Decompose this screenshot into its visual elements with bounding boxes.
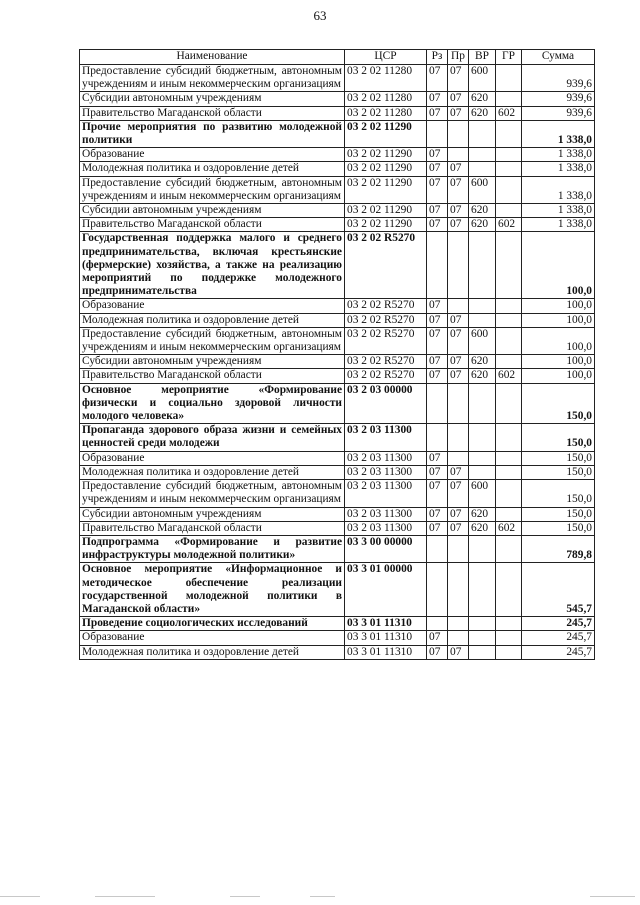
cell-name: Молодежная политика и оздоровление детей: [80, 465, 345, 479]
table-row: [80, 65, 595, 92]
cell-sum: 100,0: [522, 232, 595, 299]
cell-rz: 07: [427, 451, 448, 465]
cell-name: Правительство Магаданской области: [80, 106, 345, 120]
cell-vr: 620: [469, 507, 496, 521]
cell-csr: 03 2 02 R5270: [345, 369, 427, 383]
cell-name: Предоставление субсидий бюджетным, автономным учреждениям и иным некоммерческим организациям: [80, 65, 345, 92]
cell-pr: [448, 424, 469, 451]
cell-gr: [496, 480, 522, 507]
cell-csr: 03 2 03 11300: [345, 521, 427, 535]
cell-rz: 07: [427, 521, 448, 535]
cell-pr: 07: [448, 204, 469, 218]
cell-vr: 600: [469, 327, 496, 354]
cell-vr: [469, 645, 496, 659]
cell-pr: [448, 617, 469, 631]
cell-name: Образование: [80, 451, 345, 465]
cell-csr: 03 2 02 11280: [345, 65, 427, 92]
table-row: [80, 162, 595, 176]
cell-csr: 03 3 01 11310: [345, 645, 427, 659]
cell-pr: [448, 232, 469, 299]
cell-sum: 100,0: [522, 355, 595, 369]
cell-gr: [496, 507, 522, 521]
cell-sum: 939,6: [522, 92, 595, 106]
cell-gr: [496, 327, 522, 354]
cell-vr: 620: [469, 369, 496, 383]
cell-csr: 03 3 01 11310: [345, 631, 427, 645]
cell-name: Образование: [80, 148, 345, 162]
table-row: [80, 535, 595, 562]
cell-sum: 789,8: [522, 535, 595, 562]
cell-rz: 07: [427, 176, 448, 203]
cell-rz: 07: [427, 106, 448, 120]
cell-csr: 03 2 02 11290: [345, 148, 427, 162]
cell-gr: [496, 355, 522, 369]
cell-rz: 07: [427, 369, 448, 383]
cell-rz: [427, 617, 448, 631]
cell-sum: 939,6: [522, 65, 595, 92]
cell-pr: 07: [448, 65, 469, 92]
cell-csr: 03 2 03 11300: [345, 451, 427, 465]
cell-csr: 03 2 02 R5270: [345, 355, 427, 369]
cell-pr: 07: [448, 327, 469, 354]
budget-table: [79, 49, 595, 660]
table-row: [80, 176, 595, 203]
header-gr: ГР: [496, 50, 522, 65]
cell-pr: 07: [448, 355, 469, 369]
cell-name: Правительство Магаданской области: [80, 218, 345, 232]
cell-rz: 07: [427, 355, 448, 369]
cell-rz: 07: [427, 313, 448, 327]
cell-csr: 03 2 02 11290: [345, 204, 427, 218]
cell-pr: [448, 535, 469, 562]
table-row: [80, 369, 595, 383]
cell-vr: [469, 232, 496, 299]
cell-vr: 600: [469, 65, 496, 92]
table-row: [80, 148, 595, 162]
cell-pr: [448, 120, 469, 147]
cell-name: Основное мероприятие «Формирование физически и социально здоровой личности молодого человека»: [80, 383, 345, 424]
cell-vr: [469, 299, 496, 313]
cell-vr: [469, 535, 496, 562]
cell-rz: 07: [427, 507, 448, 521]
cell-csr: 03 2 03 11300: [345, 507, 427, 521]
cell-name: Подпрограмма «Формирование и развитие инфраструктуры молодежной политики»: [80, 535, 345, 562]
cell-name: Правительство Магаданской области: [80, 369, 345, 383]
cell-gr: 602: [496, 521, 522, 535]
cell-pr: [448, 383, 469, 424]
cell-rz: 07: [427, 204, 448, 218]
table-row: [80, 465, 595, 479]
cell-gr: [496, 232, 522, 299]
cell-sum: 100,0: [522, 369, 595, 383]
table-row: [80, 299, 595, 313]
cell-name: Молодежная политика и оздоровление детей: [80, 162, 345, 176]
scan-footer-marks: [0, 896, 640, 902]
cell-csr: 03 2 02 11290: [345, 162, 427, 176]
cell-sum: 1 338,0: [522, 204, 595, 218]
cell-vr: [469, 465, 496, 479]
cell-sum: 1 338,0: [522, 218, 595, 232]
cell-gr: [496, 424, 522, 451]
cell-rz: 07: [427, 218, 448, 232]
cell-name: Образование: [80, 631, 345, 645]
table-row: [80, 204, 595, 218]
cell-sum: 150,0: [522, 521, 595, 535]
table-row: [80, 521, 595, 535]
cell-vr: 600: [469, 480, 496, 507]
cell-gr: 602: [496, 106, 522, 120]
table-row: [80, 218, 595, 232]
cell-name: Субсидии автономным учреждениям: [80, 507, 345, 521]
cell-gr: [496, 563, 522, 617]
cell-name: Основное мероприятие «Информационное и методическое обеспечение реализации государственной молодежной политики в Магаданской области»: [80, 563, 345, 617]
cell-csr: 03 2 02 11290: [345, 176, 427, 203]
table-row: [80, 232, 595, 299]
table-body: [80, 65, 595, 660]
cell-gr: [496, 65, 522, 92]
cell-pr: 07: [448, 645, 469, 659]
cell-csr: 03 2 03 11300: [345, 480, 427, 507]
cell-gr: [496, 162, 522, 176]
cell-pr: [448, 299, 469, 313]
cell-gr: 602: [496, 218, 522, 232]
table-row: [80, 631, 595, 645]
cell-rz: [427, 120, 448, 147]
cell-vr: [469, 148, 496, 162]
cell-sum: 245,7: [522, 645, 595, 659]
cell-vr: [469, 617, 496, 631]
cell-csr: 03 2 02 R5270: [345, 327, 427, 354]
cell-name: Прочие мероприятия по развитию молодежной политики: [80, 120, 345, 147]
cell-sum: 150,0: [522, 480, 595, 507]
cell-gr: [496, 631, 522, 645]
cell-vr: [469, 563, 496, 617]
cell-csr: 03 3 01 11310: [345, 617, 427, 631]
header-rz: Рз: [427, 50, 448, 65]
cell-name: Предоставление субсидий бюджетным, автономным учреждениям и иным некоммерческим организациям: [80, 327, 345, 354]
cell-csr: 03 2 02 R5270: [345, 232, 427, 299]
cell-rz: 07: [427, 645, 448, 659]
cell-csr: 03 2 02 R5270: [345, 313, 427, 327]
cell-sum: 1 338,0: [522, 120, 595, 147]
table-row: [80, 507, 595, 521]
cell-vr: [469, 451, 496, 465]
cell-rz: 07: [427, 327, 448, 354]
cell-gr: [496, 204, 522, 218]
cell-gr: [496, 148, 522, 162]
table-row: [80, 424, 595, 451]
cell-name: Государственная поддержка малого и среднего предпринимательства, включая крестьянские (фермерские) хозяйства, а также на реализацию мероприятий по поддержке молодежного предпринимательства: [80, 232, 345, 299]
cell-rz: 07: [427, 480, 448, 507]
cell-pr: 07: [448, 218, 469, 232]
header-pr: Пр: [448, 50, 469, 65]
cell-sum: 150,0: [522, 465, 595, 479]
table-header-row: [80, 50, 595, 65]
cell-csr: 03 2 02 11280: [345, 106, 427, 120]
cell-pr: 07: [448, 106, 469, 120]
cell-name: Молодежная политика и оздоровление детей: [80, 313, 345, 327]
cell-vr: [469, 313, 496, 327]
cell-vr: [469, 383, 496, 424]
cell-pr: 07: [448, 162, 469, 176]
cell-rz: 07: [427, 631, 448, 645]
table-row: [80, 92, 595, 106]
cell-name: Предоставление субсидий бюджетным, автономным учреждениям и иным некоммерческим организациям: [80, 480, 345, 507]
cell-gr: [496, 120, 522, 147]
table-row: [80, 563, 595, 617]
cell-rz: [427, 232, 448, 299]
cell-sum: 1 338,0: [522, 176, 595, 203]
cell-rz: [427, 535, 448, 562]
cell-name: Проведение социологических исследований: [80, 617, 345, 631]
cell-csr: 03 2 02 11290: [345, 120, 427, 147]
cell-csr: 03 2 03 11300: [345, 424, 427, 451]
cell-sum: 150,0: [522, 451, 595, 465]
cell-gr: [496, 645, 522, 659]
cell-sum: 1 338,0: [522, 148, 595, 162]
cell-gr: [496, 617, 522, 631]
cell-gr: [496, 535, 522, 562]
cell-vr: 620: [469, 106, 496, 120]
cell-rz: 07: [427, 148, 448, 162]
cell-pr: 07: [448, 507, 469, 521]
cell-rz: [427, 383, 448, 424]
cell-pr: 07: [448, 521, 469, 535]
cell-gr: [496, 313, 522, 327]
cell-pr: 07: [448, 369, 469, 383]
header-vr: ВР: [469, 50, 496, 65]
table-row: [80, 313, 595, 327]
cell-sum: 245,7: [522, 631, 595, 645]
cell-csr: 03 2 03 00000: [345, 383, 427, 424]
cell-sum: 100,0: [522, 313, 595, 327]
cell-rz: 07: [427, 299, 448, 313]
cell-sum: 100,0: [522, 299, 595, 313]
cell-gr: [496, 465, 522, 479]
cell-sum: 939,6: [522, 106, 595, 120]
cell-pr: 07: [448, 465, 469, 479]
table-row: [80, 106, 595, 120]
table-row: [80, 327, 595, 354]
table-row: [80, 617, 595, 631]
cell-name: Субсидии автономным учреждениям: [80, 204, 345, 218]
cell-vr: 620: [469, 521, 496, 535]
cell-sum: 545,7: [522, 563, 595, 617]
cell-vr: 620: [469, 204, 496, 218]
cell-name: Предоставление субсидий бюджетным, автономным учреждениям и иным некоммерческим организациям: [80, 176, 345, 203]
cell-rz: 07: [427, 465, 448, 479]
cell-rz: 07: [427, 162, 448, 176]
cell-name: Правительство Магаданской области: [80, 521, 345, 535]
table-row: [80, 383, 595, 424]
cell-sum: 100,0: [522, 327, 595, 354]
cell-csr: 03 2 02 11280: [345, 92, 427, 106]
cell-pr: [448, 148, 469, 162]
cell-name: Молодежная политика и оздоровление детей: [80, 645, 345, 659]
cell-name: Образование: [80, 299, 345, 313]
cell-sum: 150,0: [522, 507, 595, 521]
cell-gr: [496, 92, 522, 106]
cell-rz: 07: [427, 65, 448, 92]
cell-name: Субсидии автономным учреждениям: [80, 92, 345, 106]
cell-csr: 03 2 02 11290: [345, 218, 427, 232]
cell-gr: 602: [496, 369, 522, 383]
cell-vr: [469, 631, 496, 645]
cell-csr: 03 3 01 00000: [345, 563, 427, 617]
table-row: [80, 451, 595, 465]
cell-pr: [448, 563, 469, 617]
cell-vr: [469, 162, 496, 176]
cell-sum: 245,7: [522, 617, 595, 631]
cell-gr: [496, 451, 522, 465]
table-row: [80, 645, 595, 659]
cell-name: Пропаганда здорового образа жизни и семейных ценностей среди молодежи: [80, 424, 345, 451]
table-row: [80, 120, 595, 147]
cell-vr: 620: [469, 218, 496, 232]
cell-vr: [469, 424, 496, 451]
cell-vr: 620: [469, 355, 496, 369]
cell-pr: 07: [448, 480, 469, 507]
cell-csr: 03 3 00 00000: [345, 535, 427, 562]
cell-csr: 03 2 03 11300: [345, 465, 427, 479]
cell-sum: 150,0: [522, 383, 595, 424]
cell-sum: 150,0: [522, 424, 595, 451]
cell-vr: [469, 120, 496, 147]
cell-rz: [427, 563, 448, 617]
header-csr: ЦСР: [345, 50, 427, 65]
cell-vr: 600: [469, 176, 496, 203]
cell-gr: [496, 299, 522, 313]
cell-gr: [496, 383, 522, 424]
cell-pr: 07: [448, 92, 469, 106]
cell-pr: 07: [448, 313, 469, 327]
cell-sum: 1 338,0: [522, 162, 595, 176]
page-number: 63: [313, 8, 327, 23]
cell-pr: [448, 451, 469, 465]
header-sum: Сумма: [522, 50, 595, 65]
header-name: Наименование: [80, 50, 345, 65]
cell-pr: [448, 631, 469, 645]
table-row: [80, 355, 595, 369]
table-row: [80, 480, 595, 507]
cell-pr: 07: [448, 176, 469, 203]
cell-rz: 07: [427, 92, 448, 106]
cell-gr: [496, 176, 522, 203]
cell-rz: [427, 424, 448, 451]
cell-vr: 620: [469, 92, 496, 106]
cell-csr: 03 2 02 R5270: [345, 299, 427, 313]
cell-name: Субсидии автономным учреждениям: [80, 355, 345, 369]
